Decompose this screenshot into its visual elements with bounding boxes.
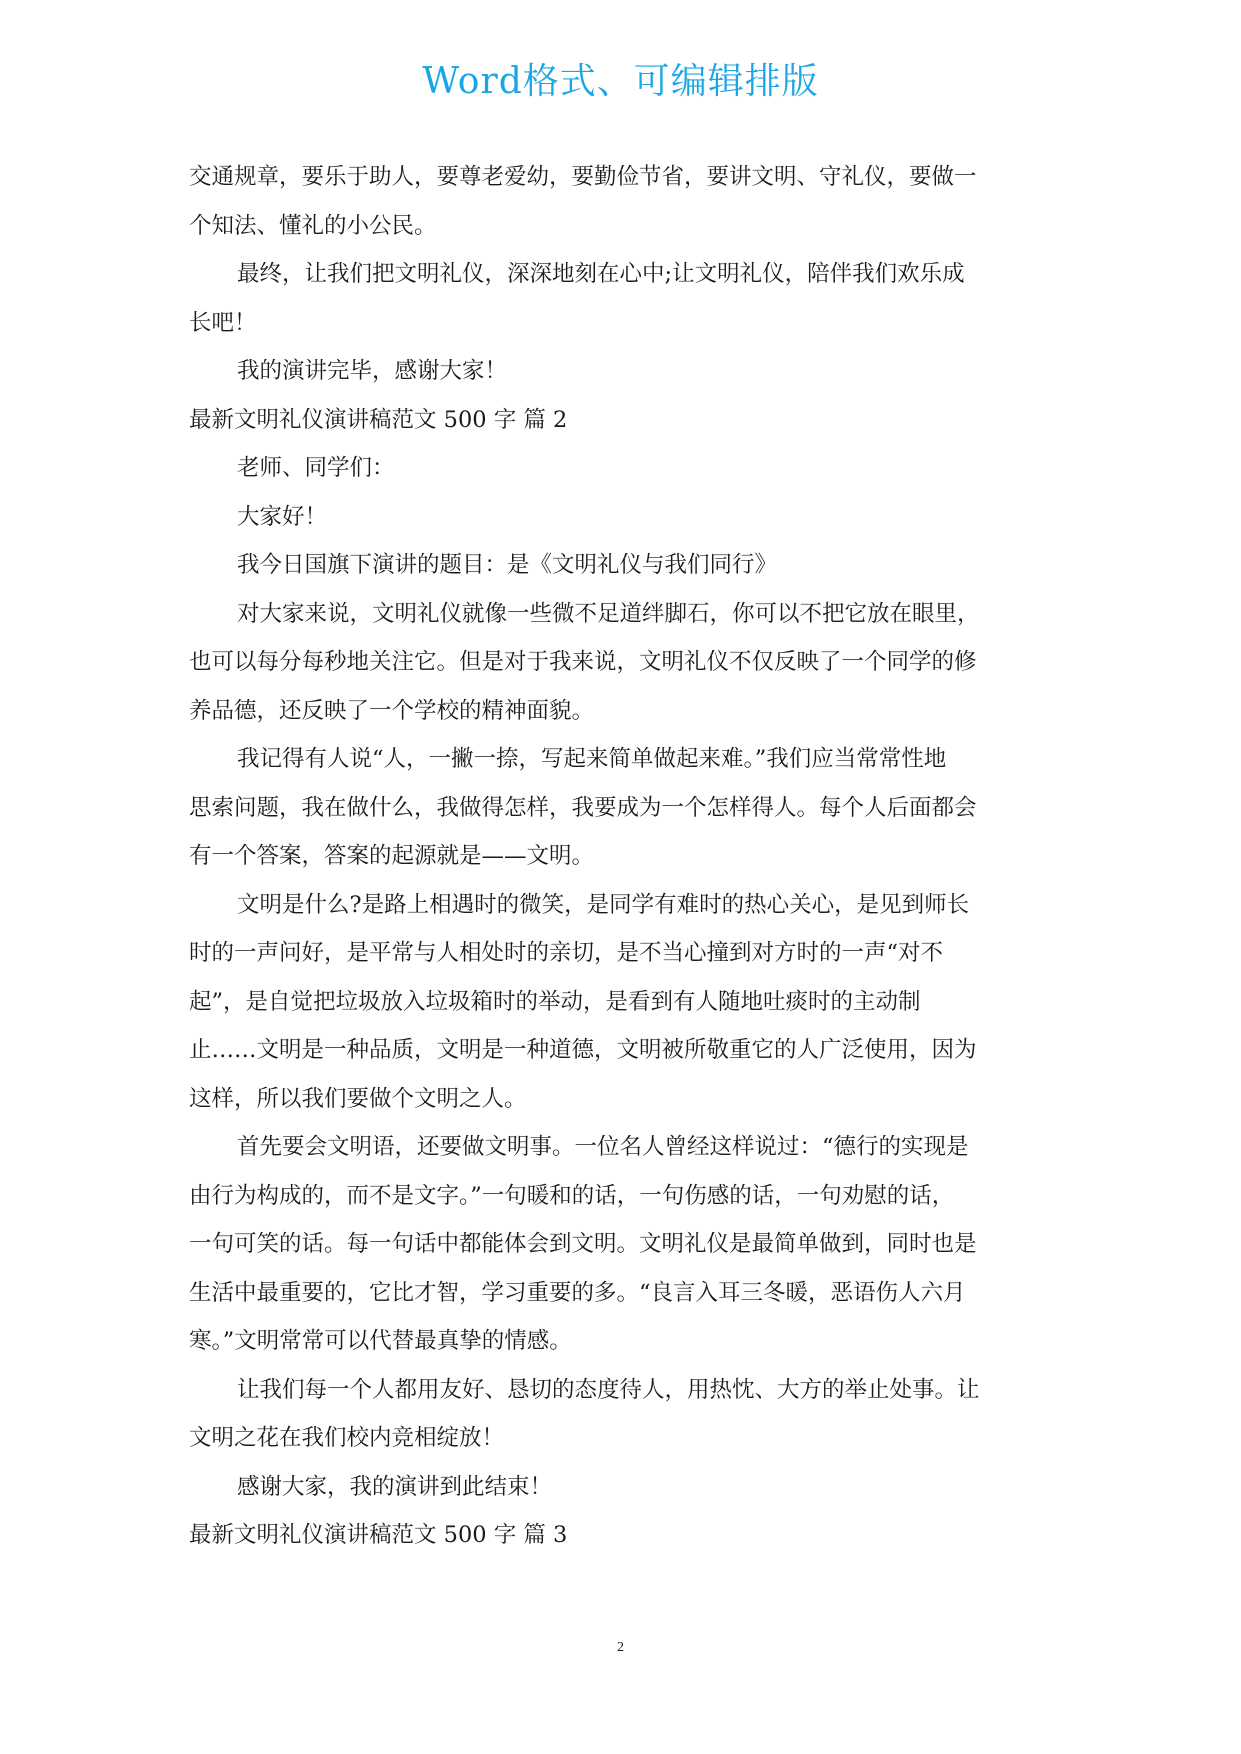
text-line: 个知法、懂礼的小公民。 (189, 212, 437, 239)
document-body (189, 153, 1051, 1560)
page-number: 2 (617, 1640, 624, 1655)
text-line: 由行为构成的，而不是文字。”一句暖和的话，一句伤感的话，一句劝慰的话， (189, 1182, 955, 1209)
text-line: 对大家来说，文明礼仪就像一些微不足道绊脚石，你可以不把它放在眼里， (237, 600, 980, 627)
text-line: 大家好！ (237, 503, 328, 530)
text-line: 有一个答案，答案的起源就是——文明。 (189, 843, 595, 869)
text-line: 我的演讲完毕，感谢大家！ (237, 358, 508, 384)
text-line: 老师、同学们： (237, 455, 395, 481)
text-line: 让我们每一个人都用友好、恳切的态度待人，用热忱、大方的举止处事。让 (237, 1376, 980, 1403)
text-line: 时的一声问好，是平常与人相处时的亲切，是不当心撞到对方时的一声“对不 (189, 940, 944, 966)
text-line: 最终，让我们把文明礼仪，深深地刻在心中;让文明礼仪，陪伴我们欢乐成 (237, 261, 965, 287)
text-line: 生活中最重要的，它比才智，学习重要的多。“良言入耳三冬暖，恶语伤人六月 (189, 1279, 966, 1306)
text-line: 我记得有人说“人，一撇一捺，写起来简单做起来难。”我们应当常常性地 (237, 746, 947, 772)
text-line: 思索问题，我在做什么，我做得怎样，我要成为一个怎样得人。每个人后面都会 (189, 794, 977, 821)
text-line: 文明是什么?是路上相遇时的微笑，是同学有难时的热心关心，是见到师长 (237, 891, 970, 918)
text-line: 交通规章，要乐于助人，要尊老爱幼，要勤俭节省，要讲文明、守礼仪，要做一 (189, 164, 977, 190)
text-line: 寒。”文明常常可以代替最真挚的情感。 (189, 1328, 572, 1354)
text-line: 感谢大家，我的演讲到此结束！ (237, 1473, 553, 1500)
text-line: 我今日国旗下演讲的题目：是《文明礼仪与我们同行》 (237, 552, 778, 578)
text-line: 最新文明礼仪演讲稿范文 500 字 篇 2 (189, 406, 568, 433)
text-line: 也可以每分每秒地关注它。但是对于我来说，文明礼仪不仅反映了一个同学的修 (189, 649, 977, 675)
text-line: 一句可笑的话。每一句话中都能体会到文明。文明礼仪是最简单做到，同时也是 (189, 1231, 977, 1257)
text-line: 文明之花在我们校内竞相绽放！ (189, 1425, 505, 1451)
text-line: 起”，是自觉把垃圾放入垃圾箱时的举动，是看到有人随地吐痰时的主动制 (189, 988, 921, 1015)
text-line: 止……文明是一种品质，文明是一种道德，文明被所敬重它的人广泛使用，因为 (189, 1037, 977, 1063)
text-line: 长吧！ (189, 309, 257, 336)
document-header-title: Word格式、可编辑排版 (422, 61, 819, 102)
text-line: 最新文明礼仪演讲稿范文 500 字 篇 3 (189, 1522, 568, 1548)
text-line: 这样，所以我们要做个文明之人。 (189, 1085, 527, 1112)
text-line: 养品德，还反映了一个学校的精神面貌。 (189, 697, 595, 724)
text-line: 首先要会文明语，还要做文明事。一位名人曾经这样说过：“德行的实现是 (237, 1134, 969, 1160)
